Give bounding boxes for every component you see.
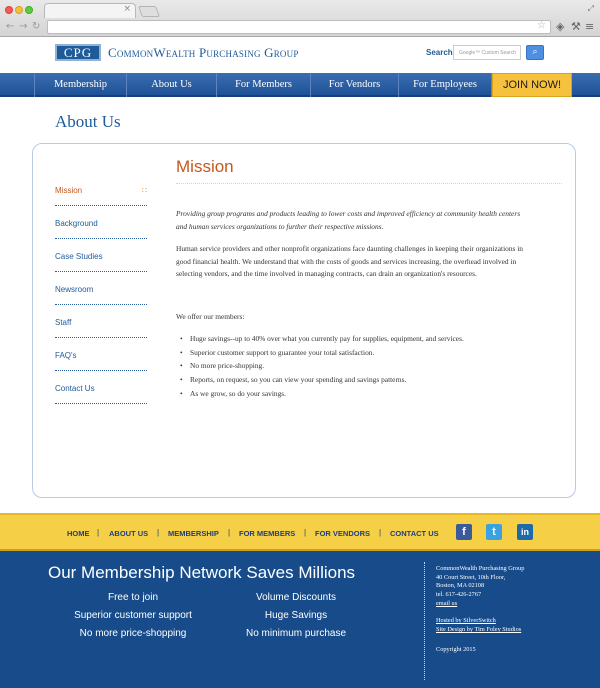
menu-icon[interactable]: ≡: [585, 20, 595, 33]
list-item: • As we grow, so do your savings.: [190, 387, 464, 401]
footer-tagline: Our Membership Network Saves Millions: [48, 563, 356, 582]
sidebar-item-case-studies[interactable]: Case Studies: [55, 252, 147, 272]
site-design-link[interactable]: Site Design by Tim Foley Studios: [436, 626, 522, 633]
footer-separator: |: [304, 528, 307, 537]
footer-org-name: CommonWealth Purchasing Group: [436, 565, 525, 572]
search-input[interactable]: Google™ Custom Search: [453, 45, 521, 60]
bookmark-star-icon[interactable]: ☆: [537, 20, 546, 31]
footer-link-home[interactable]: HOME: [67, 529, 90, 538]
forward-arrow-icon[interactable]: →: [19, 21, 28, 32]
tab-close-icon[interactable]: ×: [123, 4, 131, 14]
feature-item: No minimum purchase: [245, 628, 347, 639]
sidebar-item-staff[interactable]: Staff: [55, 318, 147, 338]
join-now-button[interactable]: JOIN NOW!: [492, 73, 572, 97]
new-tab-button[interactable]: [138, 6, 160, 17]
active-marker-icon: ∷: [141, 186, 147, 195]
offers-list: [190, 332, 464, 401]
footer-separator: |: [157, 528, 160, 537]
extension-icon[interactable]: ◈: [556, 20, 565, 33]
search-icon: ⌕: [532, 47, 538, 57]
footer-link-for-members[interactable]: FOR MEMBERS: [239, 529, 296, 538]
facebook-icon[interactable]: f: [456, 524, 472, 540]
list-item: • Superior customer support to guarantee your total satisfaction.: [190, 346, 464, 360]
footer-separator: |: [379, 528, 382, 537]
footer-separator: |: [228, 528, 231, 537]
address-bar[interactable]: [47, 20, 551, 34]
list-item: • Reports, on request, so you can view your spending and savings patterns.: [190, 373, 464, 387]
footer-link-contact-us[interactable]: CONTACT US: [390, 529, 439, 538]
sidebar-item-newsroom[interactable]: Newsroom: [55, 285, 147, 305]
wrench-icon[interactable]: ⚒: [571, 20, 581, 33]
offer-lead: We offer our members:: [176, 312, 245, 321]
hosted-by-link[interactable]: Hosted by SilverSwitch: [436, 617, 496, 624]
maximize-window-button[interactable]: [25, 6, 33, 14]
footer-divider: [424, 562, 425, 680]
nav-about-us[interactable]: About Us: [126, 73, 216, 97]
footer-address-line: Boston, MA 02108: [436, 582, 485, 589]
search-button[interactable]: [526, 45, 544, 60]
sidebar-item-contact-us[interactable]: Contact Us: [55, 384, 147, 404]
twitter-icon[interactable]: t: [486, 524, 502, 540]
list-item: • No more price-shopping.: [190, 359, 464, 373]
browser-tab[interactable]: [44, 3, 136, 18]
copyright: Copyright 2015: [436, 646, 476, 653]
feature-item: Free to join: [107, 592, 159, 603]
reload-icon[interactable]: ↻: [32, 21, 41, 32]
heading-divider: [176, 183, 562, 184]
sidebar-item-mission[interactable]: [55, 186, 147, 206]
feature-item: No more price-shopping: [79, 628, 187, 639]
footer-separator: |: [97, 528, 100, 537]
search-label: Search: [426, 48, 453, 57]
footer-address-line: 40 Court Street, 10th Floor,: [436, 574, 506, 581]
nav-membership[interactable]: Membership: [34, 73, 126, 97]
feature-item: Superior customer support: [74, 610, 192, 621]
footer-link-about-us[interactable]: ABOUT US: [109, 529, 149, 538]
footer-links-bar: [0, 513, 600, 551]
nav-for-employees[interactable]: For Employees: [398, 73, 492, 97]
footer-link-membership[interactable]: MEMBERSHIP: [168, 529, 219, 538]
page-title: About Us: [55, 112, 121, 131]
nav-for-members[interactable]: For Members: [216, 73, 310, 97]
footer-link-for-vendors[interactable]: FOR VENDORS: [315, 529, 371, 538]
footer-phone: tel. 617-426-2767: [436, 591, 482, 598]
feature-item: Volume Discounts: [255, 592, 337, 603]
fullscreen-icon[interactable]: ⤢: [587, 4, 594, 13]
logo-wordmark[interactable]: CommonWealth Purchasing Group: [108, 45, 299, 60]
nav-for-vendors[interactable]: For Vendors: [310, 73, 398, 97]
sidebar-item-faqs[interactable]: FAQ's: [55, 351, 147, 371]
sidebar-item-background[interactable]: Background: [55, 219, 147, 239]
email-us-link[interactable]: email us: [436, 600, 458, 607]
mission-body: Human service providers and other nonprofit organizations face daunting challenges in keeping their organizations in good financial health. We understand that with the costs of goods and services increasing, the overhead involved in selecting vendors, and the time involved in managing contracts, can drain an organization's resources.: [176, 244, 523, 279]
linkedin-icon[interactable]: in: [517, 524, 533, 540]
list-item: • Huge savings--up to 40% over what you currently pay for supplies, equipment, and services.: [190, 332, 464, 346]
back-arrow-icon[interactable]: ←: [6, 21, 15, 32]
close-window-button[interactable]: [5, 6, 13, 14]
feature-item: Huge Savings: [264, 610, 328, 621]
browser-chrome: [0, 0, 600, 37]
sidebar-item-label: Mission: [55, 186, 83, 195]
section-heading: Mission: [176, 157, 234, 176]
mission-intro: Providing group programs and products leading to lower costs and improved efficiency at community health centers and human services organizations to further their respective missions.: [176, 209, 521, 231]
minimize-window-button[interactable]: [15, 6, 23, 14]
logo-mark[interactable]: CPG: [55, 44, 101, 61]
